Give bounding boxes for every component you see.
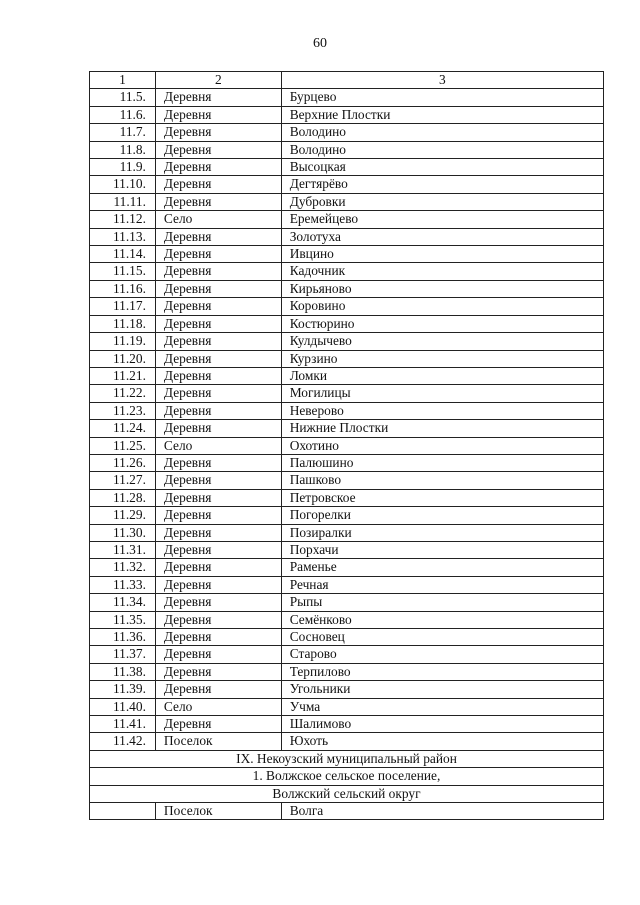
- settlement-name: Ломки: [281, 367, 603, 384]
- row-number: 11.9.: [90, 159, 156, 176]
- settlement-name: Нижние Плостки: [281, 420, 603, 437]
- table-row: [90, 576, 604, 593]
- header-col-2: 2: [155, 72, 281, 89]
- table-row: [90, 716, 604, 733]
- row-number: [90, 803, 156, 820]
- settlement-type: Деревня: [155, 629, 281, 646]
- row-number: 11.35.: [90, 611, 156, 628]
- table-row: [90, 315, 604, 332]
- table-row: [90, 646, 604, 663]
- table-row: [90, 437, 604, 454]
- settlement-name: Сосновец: [281, 629, 603, 646]
- table-row: [90, 507, 604, 524]
- settlement-type: Деревня: [155, 541, 281, 558]
- row-number: 11.26.: [90, 454, 156, 471]
- table-row: [90, 629, 604, 646]
- settlement-name: Неверово: [281, 402, 603, 419]
- settlement-name: Пашково: [281, 472, 603, 489]
- settlement-name: Позиралки: [281, 524, 603, 541]
- row-number: 11.23.: [90, 402, 156, 419]
- table-row: [90, 611, 604, 628]
- settlement-type: Деревня: [155, 367, 281, 384]
- settlement-name: Терпилово: [281, 663, 603, 680]
- settlement-name: Кирьяново: [281, 280, 603, 297]
- settlement-type: Деревня: [155, 385, 281, 402]
- row-number: 11.12.: [90, 211, 156, 228]
- table-row: [90, 803, 604, 820]
- row-number: 11.20.: [90, 350, 156, 367]
- settlement-name: Петровское: [281, 489, 603, 506]
- row-number: 11.5.: [90, 89, 156, 106]
- row-number: 11.15.: [90, 263, 156, 280]
- table-row: [90, 246, 604, 263]
- row-number: 11.33.: [90, 576, 156, 593]
- settlement-type: Деревня: [155, 141, 281, 158]
- table-row: [90, 472, 604, 489]
- header-col-1: 1: [90, 72, 156, 89]
- table-row: [90, 663, 604, 680]
- table-row: [90, 280, 604, 297]
- settlement-type: Деревня: [155, 454, 281, 471]
- table-row: [90, 124, 604, 141]
- row-number: 11.7.: [90, 124, 156, 141]
- settlement-heading-line2-row: [90, 785, 604, 802]
- settlement-type: Деревня: [155, 611, 281, 628]
- table-row: [90, 454, 604, 471]
- settlement-type: Деревня: [155, 507, 281, 524]
- settlement-name: Кулдычево: [281, 333, 603, 350]
- row-number: 11.38.: [90, 663, 156, 680]
- settlement-name: Володино: [281, 141, 603, 158]
- table-row: [90, 228, 604, 245]
- settlement-type: Село: [155, 437, 281, 454]
- settlement-name: Юхоть: [281, 733, 603, 750]
- settlement-type: Деревня: [155, 472, 281, 489]
- settlement-name: Старово: [281, 646, 603, 663]
- table-row: [90, 89, 604, 106]
- table-row: [90, 176, 604, 193]
- table-row: [90, 193, 604, 210]
- settlements-table: [89, 71, 604, 820]
- settlement-type: Деревня: [155, 350, 281, 367]
- row-number: 11.42.: [90, 733, 156, 750]
- settlement-name: Раменье: [281, 559, 603, 576]
- settlement-type: Село: [155, 698, 281, 715]
- settlement-type: Деревня: [155, 663, 281, 680]
- settlement-name: Учма: [281, 698, 603, 715]
- table-row: [90, 141, 604, 158]
- settlement-type: Деревня: [155, 89, 281, 106]
- row-number: 11.28.: [90, 489, 156, 506]
- row-number: 11.11.: [90, 193, 156, 210]
- row-number: 11.17.: [90, 298, 156, 315]
- table-row: [90, 350, 604, 367]
- settlement-type: Деревня: [155, 159, 281, 176]
- table-row: [90, 367, 604, 384]
- table-row: [90, 402, 604, 419]
- table-row: [90, 541, 604, 558]
- settlement-name: Кадочник: [281, 263, 603, 280]
- row-number: 11.32.: [90, 559, 156, 576]
- settlement-type: Деревня: [155, 594, 281, 611]
- settlement-type: Деревня: [155, 489, 281, 506]
- settlement-type: Деревня: [155, 576, 281, 593]
- settlement-type: Село: [155, 211, 281, 228]
- table-header-row: [90, 72, 604, 89]
- settlement-type: Деревня: [155, 716, 281, 733]
- table-row: [90, 524, 604, 541]
- settlement-name: Верхние Плостки: [281, 106, 603, 123]
- settlement-type: Деревня: [155, 228, 281, 245]
- settlement-name: Дегтярёво: [281, 176, 603, 193]
- row-number: 11.21.: [90, 367, 156, 384]
- settlement-type: Деревня: [155, 402, 281, 419]
- settlement-name: Шалимово: [281, 716, 603, 733]
- page-number: 60: [313, 36, 327, 51]
- table-row: [90, 333, 604, 350]
- table-row: [90, 106, 604, 123]
- settlement-type: Деревня: [155, 559, 281, 576]
- row-number: 11.19.: [90, 333, 156, 350]
- row-number: 11.37.: [90, 646, 156, 663]
- settlement-type: Деревня: [155, 246, 281, 263]
- settlement-heading-line2: Волжский сельский округ: [90, 785, 604, 802]
- table-row: [90, 263, 604, 280]
- table-row: [90, 420, 604, 437]
- settlement-type: Деревня: [155, 263, 281, 280]
- table-row: [90, 698, 604, 715]
- row-number: 11.22.: [90, 385, 156, 402]
- row-number: 11.13.: [90, 228, 156, 245]
- table-row: [90, 681, 604, 698]
- district-heading: IX. Некоузский муниципальный район: [90, 750, 604, 767]
- table-row: [90, 385, 604, 402]
- settlement-type: Деревня: [155, 124, 281, 141]
- row-number: 11.24.: [90, 420, 156, 437]
- row-number: 11.6.: [90, 106, 156, 123]
- settlement-name: Порхачи: [281, 541, 603, 558]
- settlement-name: Высоцкая: [281, 159, 603, 176]
- row-number: 11.31.: [90, 541, 156, 558]
- row-number: 11.34.: [90, 594, 156, 611]
- header-col-3: 3: [281, 72, 603, 89]
- row-number: 11.30.: [90, 524, 156, 541]
- settlement-name: Могилицы: [281, 385, 603, 402]
- settlement-name: Волга: [281, 803, 603, 820]
- row-number: 11.25.: [90, 437, 156, 454]
- settlement-name: Погорелки: [281, 507, 603, 524]
- settlement-name: Ивцино: [281, 246, 603, 263]
- district-heading-row: [90, 750, 604, 767]
- settlement-name: Костюрино: [281, 315, 603, 332]
- settlement-type: Деревня: [155, 298, 281, 315]
- settlement-name: Еремейцево: [281, 211, 603, 228]
- settlement-type: Деревня: [155, 280, 281, 297]
- row-number: 11.8.: [90, 141, 156, 158]
- settlement-name: Курзино: [281, 350, 603, 367]
- settlement-name: Рыпы: [281, 594, 603, 611]
- settlement-name: Володино: [281, 124, 603, 141]
- table-row: [90, 489, 604, 506]
- table-row: [90, 594, 604, 611]
- table-row: [90, 298, 604, 315]
- settlement-type: Деревня: [155, 315, 281, 332]
- row-number: 11.29.: [90, 507, 156, 524]
- settlement-name: Семёнково: [281, 611, 603, 628]
- row-number: 11.40.: [90, 698, 156, 715]
- settlement-name: Бурцево: [281, 89, 603, 106]
- settlement-name: Палюшино: [281, 454, 603, 471]
- settlement-heading-line1: 1. Волжское сельское поселение,: [90, 768, 604, 785]
- table-row: [90, 159, 604, 176]
- settlement-type: Поселок: [155, 733, 281, 750]
- row-number: 11.14.: [90, 246, 156, 263]
- settlement-heading-line1-row: [90, 768, 604, 785]
- settlement-type: Деревня: [155, 524, 281, 541]
- row-number: 11.18.: [90, 315, 156, 332]
- settlement-type: Деревня: [155, 681, 281, 698]
- settlement-name: Охотино: [281, 437, 603, 454]
- table-row: [90, 559, 604, 576]
- row-number: 11.27.: [90, 472, 156, 489]
- settlement-name: Золотуха: [281, 228, 603, 245]
- settlement-type: Деревня: [155, 646, 281, 663]
- row-number: 11.16.: [90, 280, 156, 297]
- settlement-type: Деревня: [155, 193, 281, 210]
- settlement-name: Угольники: [281, 681, 603, 698]
- settlement-name: Дубровки: [281, 193, 603, 210]
- settlement-type: Поселок: [155, 803, 281, 820]
- settlement-name: Речная: [281, 576, 603, 593]
- row-number: 11.39.: [90, 681, 156, 698]
- settlement-name: Коровино: [281, 298, 603, 315]
- settlement-type: Деревня: [155, 106, 281, 123]
- row-number: 11.36.: [90, 629, 156, 646]
- table-row: [90, 211, 604, 228]
- settlement-type: Деревня: [155, 333, 281, 350]
- table-row: [90, 733, 604, 750]
- settlement-type: Деревня: [155, 420, 281, 437]
- settlement-type: Деревня: [155, 176, 281, 193]
- row-number: 11.10.: [90, 176, 156, 193]
- row-number: 11.41.: [90, 716, 156, 733]
